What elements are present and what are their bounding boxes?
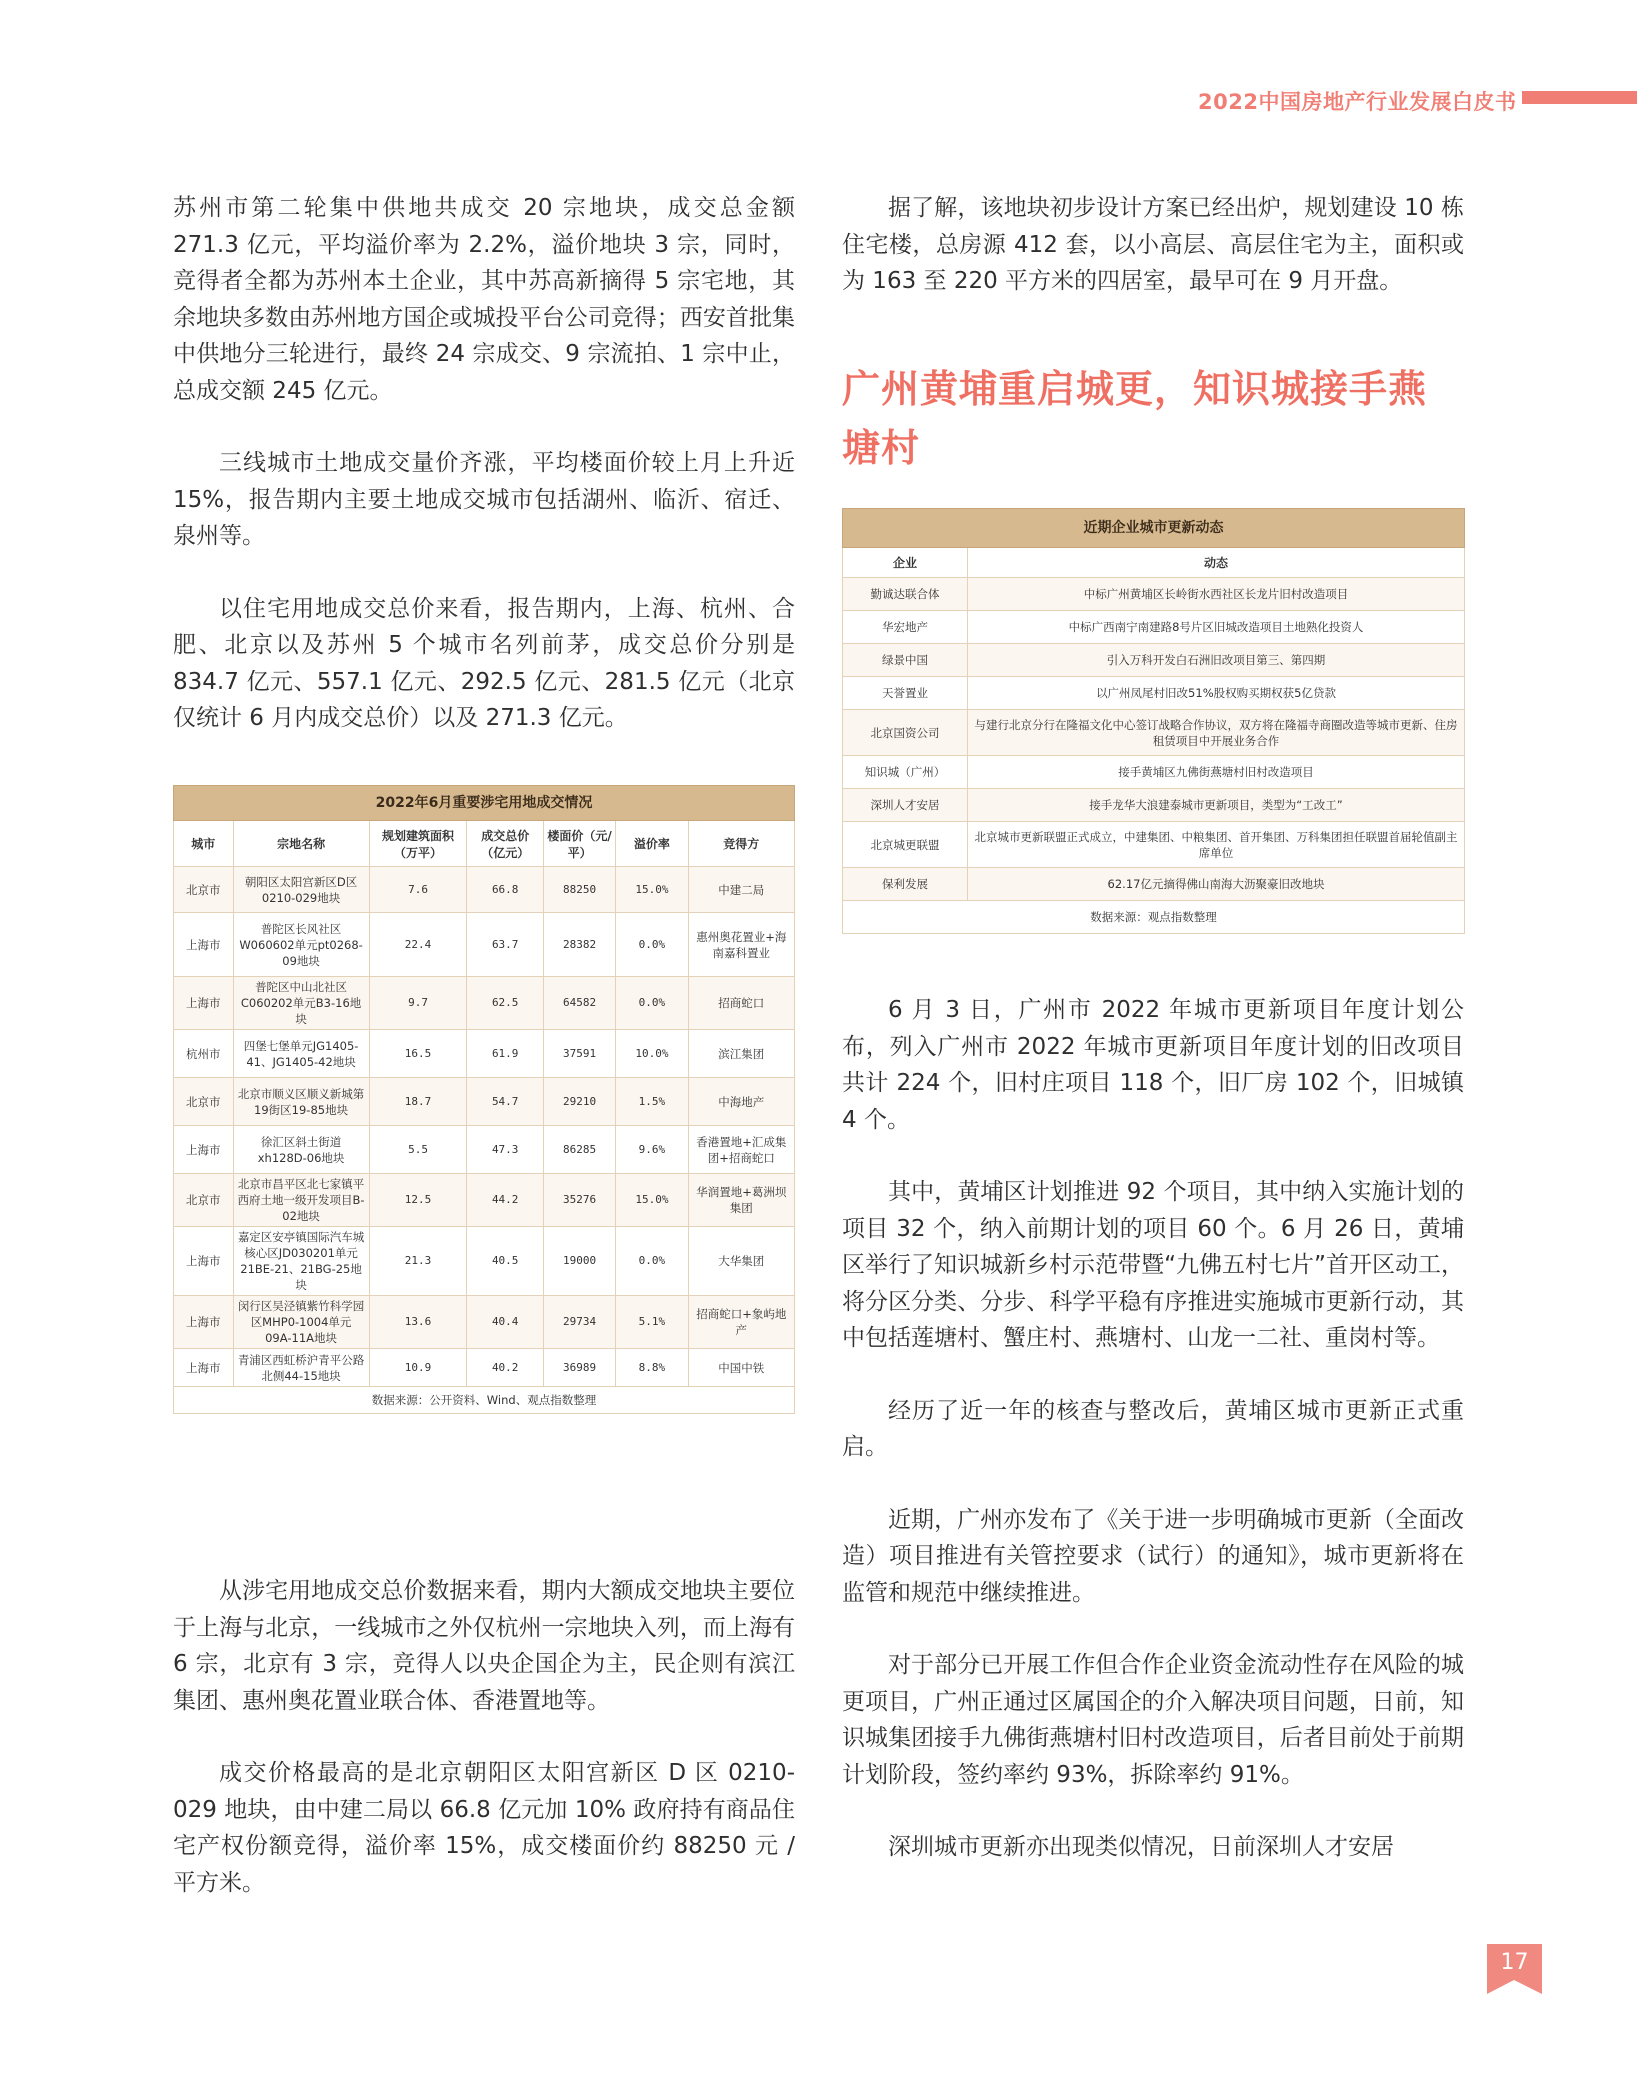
- table-row: [174, 913, 795, 977]
- table-row: [174, 977, 795, 1030]
- table-cell: 以广州凤尾村旧改51%股权购买期权获5亿贷款: [968, 677, 1465, 710]
- table-cell: 16.5: [369, 1030, 467, 1078]
- table-row: [843, 710, 1465, 756]
- table-cell: 上海市: [174, 1296, 234, 1349]
- table-cell: 北京市: [174, 1174, 234, 1227]
- table-cell: 中标广州黄埔区长岭街水西社区长龙片旧村改造项目: [968, 578, 1465, 611]
- paragraph: 深圳城市更新亦出现类似情况，日前深圳人才安居: [888, 1834, 1394, 1860]
- table-cell: 惠州奥花置业+海南嘉科置业: [688, 913, 794, 977]
- table-row: [843, 644, 1465, 677]
- table-cell: 62.5: [467, 977, 544, 1030]
- column-header: 楼面价（元/平）: [543, 821, 615, 867]
- table-cell: 37591: [543, 1030, 615, 1078]
- table-cell: 上海市: [174, 977, 234, 1030]
- header-accent-bar: [1522, 91, 1637, 104]
- right-column-top: [842, 190, 1464, 300]
- table-row: [174, 1126, 795, 1174]
- table-cell: 35276: [543, 1174, 615, 1227]
- column-header: 宗地名称: [233, 821, 369, 867]
- table-cell: 0.0%: [616, 1227, 688, 1296]
- column-header: 规划建筑面积（万平）: [369, 821, 467, 867]
- table-cell: 5.1%: [616, 1296, 688, 1349]
- table-cell: 北京市顺义区顺义新城第19街区19-85地块: [233, 1078, 369, 1126]
- table-cell: 0.0%: [616, 913, 688, 977]
- table-cell: 1.5%: [616, 1078, 688, 1126]
- table-row: [843, 789, 1465, 822]
- table-row: [843, 822, 1465, 868]
- urban-renewal-table: [842, 508, 1464, 934]
- land-transactions-table: [173, 785, 795, 1414]
- column-header: 成交总价（亿元）: [467, 821, 544, 867]
- table-cell: 21.3: [369, 1227, 467, 1296]
- table-cell: 北京市昌平区北七家镇平西府土地一级开发项目B-02地块: [233, 1174, 369, 1227]
- table-cell: 上海市: [174, 913, 234, 977]
- table-cell: 勤诚达联合体: [843, 578, 968, 611]
- page-number-notch: [1487, 1980, 1542, 1994]
- table-cell: 15.0%: [616, 867, 688, 913]
- table-cell: 绿景中国: [843, 644, 968, 677]
- table-cell: 滨江集团: [688, 1030, 794, 1078]
- table-cell: 9.6%: [616, 1126, 688, 1174]
- table-cell: 上海市: [174, 1227, 234, 1296]
- table-cell: 0.0%: [616, 977, 688, 1030]
- column-header: 竞得方: [688, 821, 794, 867]
- paragraph: 成交价格最高的是北京朝阳区太阳宫新区 D 区 0210-029 地块，由中建二局以 66.8 亿元加 10% 政府持有商品住宅产权份额竞得，溢价率 15%，成交楼面价约 88250 元 / 平方米。: [173, 1760, 795, 1896]
- table-cell: 7.6: [369, 867, 467, 913]
- table-cell: 13.6: [369, 1296, 467, 1349]
- table-row: [174, 1174, 795, 1227]
- table-row: [174, 1227, 795, 1296]
- paragraph: 其中，黄埔区计划推进 92 个项目，其中纳入实施计划的项目 32 个，纳入前期计划的项目 60 个。6 月 26 日，黄埔区举行了知识城新乡村示范带暨“九佛五村七片”首开区动工，将分区分类、分步、科学平稳有序推进实施城市更新行动，其中包括莲塘村、蟹庄村、燕塘村、山龙一二社、重岗村等。: [842, 1179, 1464, 1351]
- paragraph: 6 月 3 日，广州市 2022 年城市更新项目年度计划公布，列入广州市 2022 年城市更新项目年度计划的旧改项目共计 224 个，旧村庄项目 118 个，旧厂房 102 个，旧城镇 4 个。: [842, 997, 1464, 1133]
- table-cell: 嘉定区安亭镇国际汽车城核心区JD030201单元21BE-21、21BG-25地块: [233, 1227, 369, 1296]
- table-title: 近期企业城市更新动态: [843, 509, 1465, 548]
- table-row: [174, 1078, 795, 1126]
- table-title: 2022年6月重要涉宅用地成交情况: [174, 786, 795, 821]
- table-cell: 华润置地+葛洲坝集团: [688, 1174, 794, 1227]
- table-cell: 15.0%: [616, 1174, 688, 1227]
- table-cell: 招商蛇口: [688, 977, 794, 1030]
- table-row: [843, 578, 1465, 611]
- paragraph: 从涉宅用地成交总价数据来看，期内大额成交地块主要位于上海与北京，一线城市之外仅杭州一宗地块入列，而上海有 6 宗，北京有 3 宗，竞得人以央企国企为主，民企则有滨江集团、惠州奥花置业联合体、香港置地等。: [173, 1578, 795, 1714]
- left-column-bottom: [173, 1573, 795, 1901]
- table-cell: 40.4: [467, 1296, 544, 1349]
- table-cell: 朝阳区太阳宫新区D区0210-029地块: [233, 867, 369, 913]
- paragraph: 以住宅用地成交总价来看，报告期内，上海、杭州、合肥、北京以及苏州 5 个城市名列前茅，成交总价分别是 834.7 亿元、557.1 亿元、292.5 亿元、281.5 亿元（北京仅统计 6 月内成交总价）以及 271.3 亿元。: [173, 595, 795, 731]
- table-cell: 接手龙华大浪建泰城市更新项目，类型为“工改工”: [968, 789, 1465, 822]
- table-cell: 62.17亿元摘得佛山南海大沥聚豪旧改地块: [968, 868, 1465, 901]
- table-cell: 青浦区西虹桥沪青平公路北侧44-15地块: [233, 1349, 369, 1387]
- table-cell: 北京市: [174, 1078, 234, 1126]
- table-cell: 40.2: [467, 1349, 544, 1387]
- table-cell: 47.3: [467, 1126, 544, 1174]
- table-cell: 与建行北京分行在隆福文化中心签订战略合作协议，双方将在隆福寺商圈改造等城市更新、住房租赁项目中开展业务合作: [968, 710, 1465, 756]
- table-cell: 上海市: [174, 1126, 234, 1174]
- table-row: [174, 867, 795, 913]
- table-row: [843, 868, 1465, 901]
- table-cell: 8.8%: [616, 1349, 688, 1387]
- right-column-bottom: [842, 992, 1464, 1866]
- table-row: [843, 756, 1465, 789]
- table-cell: 10.0%: [616, 1030, 688, 1078]
- table-cell: 中标广西南宁南建路8号片区旧城改造项目土地熟化投资人: [968, 611, 1465, 644]
- table-cell: 华宏地产: [843, 611, 968, 644]
- table-cell: 9.7: [369, 977, 467, 1030]
- table-cell: 64582: [543, 977, 615, 1030]
- page-number: 17: [1500, 1950, 1529, 1975]
- table-cell: 招商蛇口+象屿地产: [688, 1296, 794, 1349]
- table-source: 数据来源：观点指数整理: [843, 901, 1465, 934]
- table-cell: 10.9: [369, 1349, 467, 1387]
- table-cell: 大华集团: [688, 1227, 794, 1296]
- table-row: [843, 611, 1465, 644]
- table-cell: 19000: [543, 1227, 615, 1296]
- table-cell: 北京市: [174, 867, 234, 913]
- table-row: [174, 1349, 795, 1387]
- table-cell: 四堡七堡单元JG1405-41、JG1405-42地块: [233, 1030, 369, 1078]
- table-cell: 54.7: [467, 1078, 544, 1126]
- table-cell: 86285: [543, 1126, 615, 1174]
- table-cell: 普陀区中山北社区C060202单元B3-16地块: [233, 977, 369, 1030]
- table-cell: 接手黄埔区九佛街燕塘村旧村改造项目: [968, 756, 1465, 789]
- paragraph: 近期，广州亦发布了《关于进一步明确城市更新（全面改造）项目推进有关管控要求（试行）的通知》，城市更新将在监管和规范中继续推进。: [842, 1506, 1464, 1606]
- column-header: 企业: [843, 548, 968, 578]
- table-cell: 深圳人才安居: [843, 789, 968, 822]
- paragraph: 据了解，该地块初步设计方案已经出炉，规划建设 10 栋住宅楼，总房源 412 套，以小高层、高层住宅为主，面积或为 163 至 220 平方米的四居室，最早可在 9 月开盘。: [842, 195, 1464, 294]
- table-cell: 63.7: [467, 913, 544, 977]
- table-cell: 12.5: [369, 1174, 467, 1227]
- table-row: [174, 1296, 795, 1349]
- table-cell: 中建二局: [688, 867, 794, 913]
- table-cell: 北京国资公司: [843, 710, 968, 756]
- paragraph: 经历了近一年的核查与整改后，黄埔区城市更新正式重启。: [842, 1397, 1464, 1460]
- table-cell: 中国中铁: [688, 1349, 794, 1387]
- column-header: 动态: [968, 548, 1465, 578]
- table-row: [843, 677, 1465, 710]
- paragraph: 三线城市土地成交量价齐涨，平均楼面价较上月上升近 15%，报告期内主要土地成交城市包括湖州、临沂、宿迁、泉州等。: [173, 450, 795, 549]
- table-cell: 66.8: [467, 867, 544, 913]
- table-cell: 香港置地+汇成集团+招商蛇口: [688, 1126, 794, 1174]
- paragraph: 对于部分已开展工作但合作企业资金流动性存在风险的城更项目，广州正通过区属国企的介入解决项目问题，日前，知识城集团接手九佛街燕塘村旧村改造项目，后者目前处于前期计划阶段，签约率约 93%，拆除率约 91%。: [842, 1652, 1464, 1788]
- table-cell: 知识城（广州）: [843, 756, 968, 789]
- table-cell: 杭州市: [174, 1030, 234, 1078]
- table-cell: 40.5: [467, 1227, 544, 1296]
- header-title: 2022中国房地产行业发展白皮书: [1198, 90, 1517, 114]
- left-column: [173, 190, 795, 737]
- table-cell: 北京城更联盟: [843, 822, 968, 868]
- table-cell: 引入万科开发白石洲旧改项目第三、第四期: [968, 644, 1465, 677]
- table-cell: 中海地产: [688, 1078, 794, 1126]
- table-cell: 29210: [543, 1078, 615, 1126]
- table-cell: 18.7: [369, 1078, 467, 1126]
- table-cell: 22.4: [369, 913, 467, 977]
- column-header: 溢价率: [616, 821, 688, 867]
- table-cell: 闵行区吴泾镇紫竹科学园区MHP0-1004单元09A-11A地块: [233, 1296, 369, 1349]
- section-heading: 广州黄埔重启城更，知识城接手燕塘村: [842, 367, 1428, 470]
- table-cell: 88250: [543, 867, 615, 913]
- column-header: 城市: [174, 821, 234, 867]
- table-cell: 28382: [543, 913, 615, 977]
- table-cell: 36989: [543, 1349, 615, 1387]
- table-row: [174, 1030, 795, 1078]
- table-source: 数据来源：公开资料、Wind、观点指数整理: [174, 1387, 795, 1414]
- table-cell: 天誉置业: [843, 677, 968, 710]
- table-cell: 徐汇区斜土街道xh128D-06地块: [233, 1126, 369, 1174]
- table-cell: 北京城市更新联盟正式成立，中建集团、中粮集团、首开集团、万科集团担任联盟首届轮值副主席单位: [968, 822, 1465, 868]
- paragraph: 苏州市第二轮集中供地共成交 20 宗地块，成交总金额 271.3 亿元，平均溢价率为 2.2%，溢价地块 3 宗，同时，竞得者全都为苏州本土企业，其中苏高新摘得 5 宗宅地，其余地块多数由苏州地方国企或城投平台公司竞得；西安首批集中供地分三轮进行，最终 24 宗成交、9 宗流拍、1 宗中止，总成交额 245 亿元。: [173, 195, 795, 404]
- table-cell: 上海市: [174, 1349, 234, 1387]
- table-cell: 44.2: [467, 1174, 544, 1227]
- table-cell: 29734: [543, 1296, 615, 1349]
- table-cell: 保利发展: [843, 868, 968, 901]
- table-cell: 61.9: [467, 1030, 544, 1078]
- table-cell: 5.5: [369, 1126, 467, 1174]
- table-cell: 普陀区长风社区W060602单元pt0268-09地块: [233, 913, 369, 977]
